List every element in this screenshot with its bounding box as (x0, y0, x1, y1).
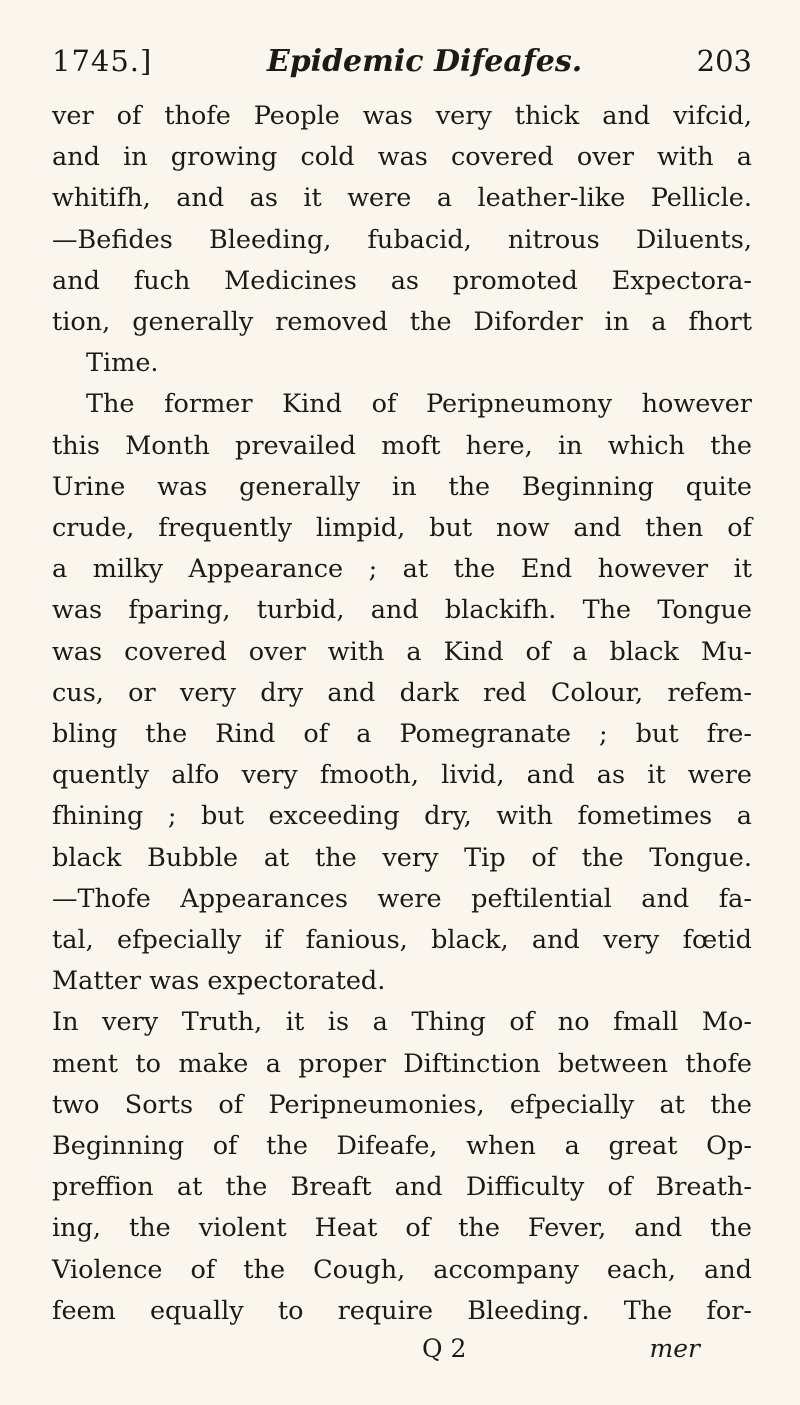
text-line: this Month prevailed moft here, in which the (52, 430, 752, 461)
text-line: ing, the violent Heat of the Fever, and the (52, 1213, 752, 1244)
text-line: cus, or very dry and dark red Colour, refem- (52, 677, 752, 708)
paragraph-1 (52, 96, 752, 384)
book-page (52, 44, 752, 1363)
text-line: whitifh, and as it were a leather-like Pellicle. (52, 183, 752, 214)
text-line: quently alfo very fmooth, livid, and as it were (52, 760, 752, 791)
text-line: —Befides Bleeding, fubacid, nitrous Diluents, (52, 224, 752, 255)
text-line: and fuch Medicines as promoted Expectora- (52, 265, 752, 296)
text-line: and in growing cold was covered over with a (52, 142, 752, 173)
header-year: 1745.] (52, 44, 153, 78)
text-line: Time. (86, 348, 159, 379)
text-line: ver of thofe People was very thick and vifcid, (52, 101, 752, 131)
page-footer (52, 1334, 752, 1374)
text-line: two Sorts of Peripneumonies, efpecially at the (52, 1089, 752, 1120)
page-number: 203 (696, 44, 752, 78)
running-header (52, 44, 752, 96)
text-line: was covered over with a Kind of a black Mu- (52, 636, 752, 667)
paragraph-3 (52, 1002, 752, 1332)
text-line: black Bubble at the very Tip of the Tongue. (52, 842, 752, 873)
paragraph-2 (52, 384, 752, 1002)
text-line: Matter was expectorated. (52, 966, 386, 997)
text-line: was fparing, turbid, and blackifh. The Tongue (52, 595, 752, 626)
catchword: mer (649, 1334, 700, 1363)
running-title: Epidemic Difeafes. (266, 44, 583, 79)
text-line: feem equally to require Bleeding. The for- (52, 1295, 752, 1326)
text-line: Beginning of the Difeafe, when a great Op- (52, 1131, 752, 1162)
text-line: fhining ; but exceeding dry, with fometimes a (52, 801, 752, 832)
text-line: Violence of the Cough, accompany each, and (52, 1254, 752, 1285)
text-line: tion, generally removed the Diforder in a fhort (52, 307, 752, 338)
text-line: The former Kind of Peripneumony however (86, 389, 752, 420)
text-line: preffion at the Breaft and Difficulty of Breath- (52, 1172, 752, 1203)
text-line: crude, frequently limpid, but now and then of (52, 513, 752, 544)
body-text (52, 96, 752, 1332)
text-line: tal, efpecially if fanious, black, and very fœtid (52, 925, 752, 956)
text-line: —Thofe Appearances were peftilential and fa- (52, 883, 752, 914)
text-line: a milky Appearance ; at the End however it (52, 554, 752, 585)
text-line: ment to make a proper Diftinction between thofe (52, 1048, 752, 1079)
text-line: Urine was generally in the Beginning quite (52, 471, 752, 502)
text-line: In very Truth, it is a Thing of no fmall Mo- (52, 1007, 752, 1038)
signature-mark: Q 2 (422, 1334, 467, 1363)
text-line: bling the Rind of a Pomegranate ; but fre- (52, 719, 752, 750)
